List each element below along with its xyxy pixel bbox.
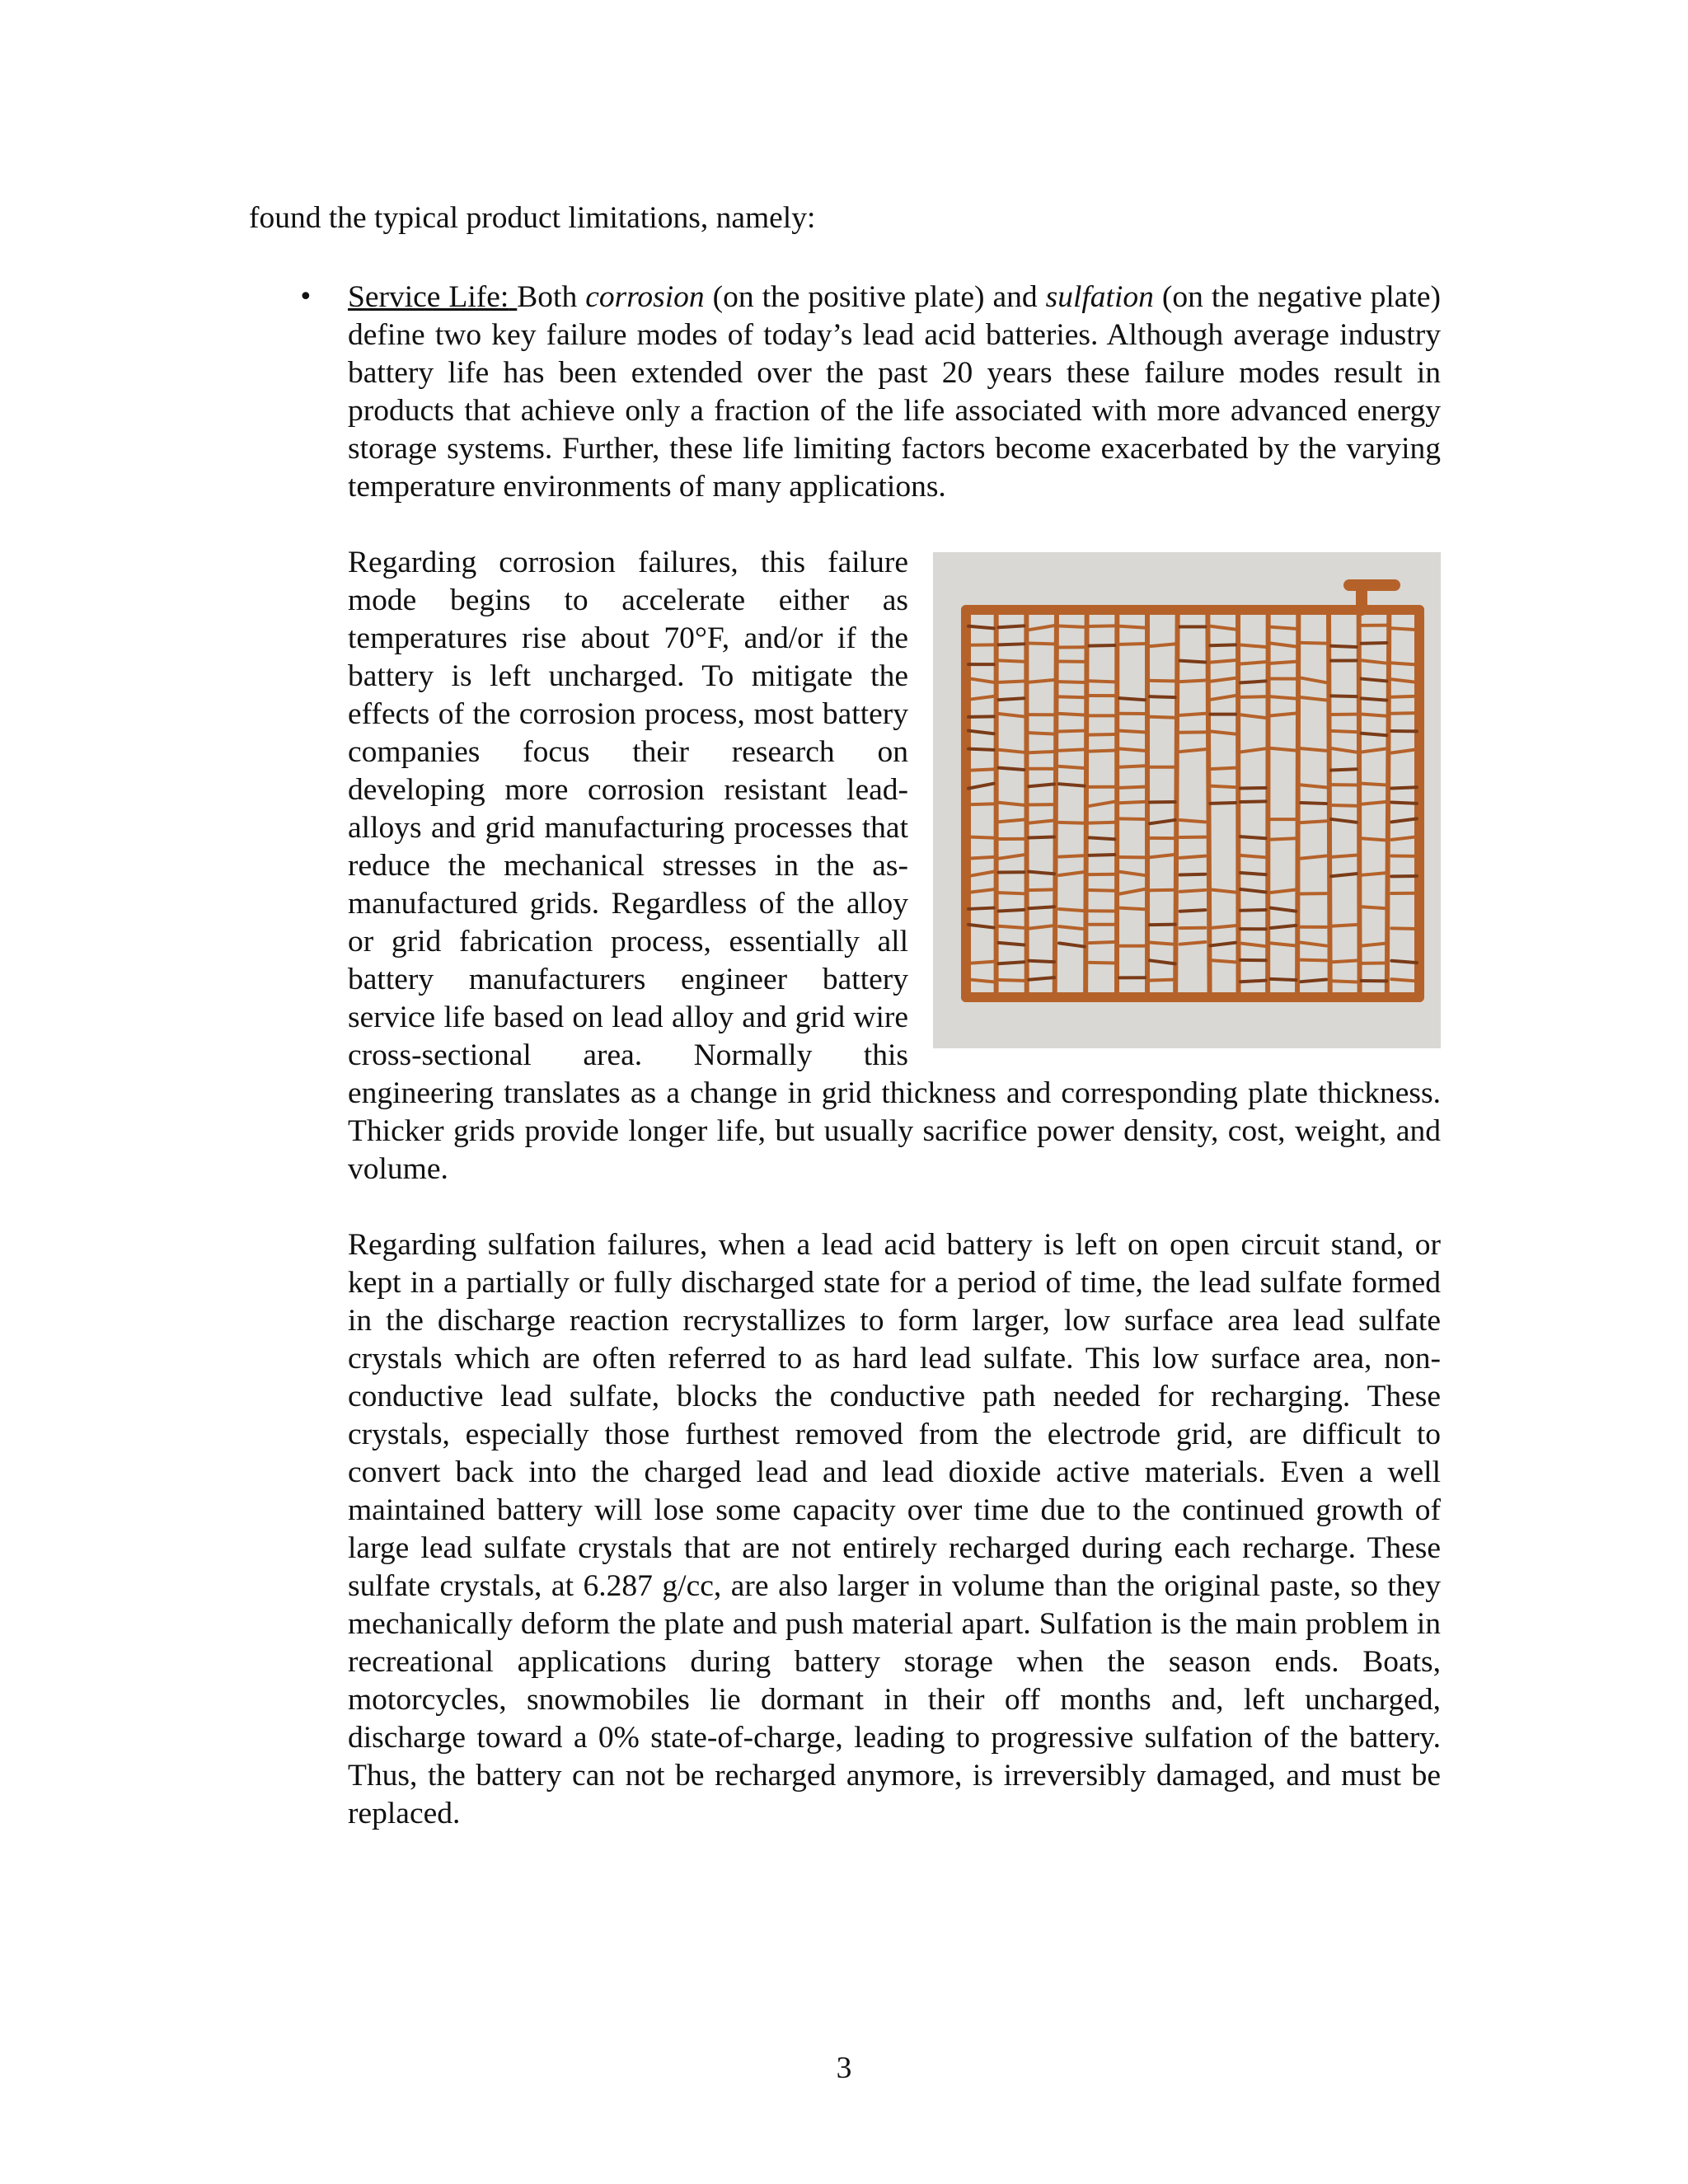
grid-rung <box>1362 679 1387 682</box>
grid-rung <box>1210 960 1236 962</box>
grid-rung <box>1240 801 1266 802</box>
grid-rung <box>1391 696 1417 697</box>
grid-rung <box>1150 681 1175 682</box>
grid-rung <box>1391 787 1417 788</box>
grid-rung <box>968 908 994 909</box>
grid-rung <box>968 769 994 770</box>
grid-rung <box>1150 717 1175 718</box>
grid-vertical-wire <box>1387 610 1390 997</box>
grid-rung <box>999 980 1025 981</box>
grid-rung <box>1301 803 1326 804</box>
grid-rung <box>1362 698 1387 700</box>
grid-rung <box>1180 820 1206 822</box>
grid-rung <box>1210 786 1236 788</box>
corrosion-paragraph: Regarding corrosion failures, this failure mode begins to accelerate either as temperatures rise about 70°F, and/or if the battery is left uncharged. To mitigate the effects of the corrosion process, most battery companies focus their research on developing more corrosion resistant lead-alloys and grid manufacturing processes that reduce the mechanical stresses in the as-manufactured grids. Regardless of the alloy or grid fabrication process, essentially all battery manufacturers engineer battery service life based on lead alloy and grid wire cross-sectional area. Normally this engineering translates as a change in grid thickness and corresponding plate thickness. Thicker grids provide longer life, but usually sacrifice power density, cost, weight, and volume. <box>348 546 1441 1186</box>
grid-rung <box>1029 872 1054 874</box>
grid-rung <box>1119 626 1145 628</box>
grid-rung <box>1362 784 1387 785</box>
grid-rung <box>1059 731 1085 732</box>
grid-rung <box>1240 981 1266 982</box>
grid-rung <box>1180 661 1206 663</box>
grid-rung <box>1271 979 1296 980</box>
grid-rung <box>968 857 994 859</box>
service-life-heading: Service Life: <box>348 280 509 314</box>
grid-rung <box>999 626 1025 627</box>
grid-rung <box>1119 802 1145 803</box>
grid-vertical-wire <box>1297 610 1298 997</box>
sulfation-term: sulfation <box>1045 280 1154 314</box>
grid-rung <box>1362 838 1387 840</box>
grid-rung <box>1180 714 1206 715</box>
grid-rung <box>1090 942 1115 943</box>
grid-rung <box>1362 873 1387 875</box>
grid-rung <box>1391 928 1417 929</box>
grid-rung <box>1331 960 1357 962</box>
grid-rung <box>1210 644 1236 645</box>
grid-rung <box>1391 713 1417 714</box>
grid-rung <box>1119 749 1145 751</box>
grid-rung <box>1391 979 1417 981</box>
grid-rung <box>1271 662 1296 663</box>
grid-rung <box>1150 943 1175 944</box>
grid-rung <box>999 698 1025 700</box>
grid-rung <box>1240 837 1266 838</box>
grid-rung <box>1029 680 1054 682</box>
grid-rung <box>1059 909 1085 911</box>
grid-rung <box>1240 681 1266 682</box>
service-life-text-b: (on the positive plate) and <box>704 280 1046 314</box>
corroded-grid-image <box>933 552 1441 1048</box>
grid-rung <box>1301 960 1326 961</box>
grid-rung <box>1090 734 1115 735</box>
grid-rung <box>1029 977 1054 980</box>
grid-rung <box>968 749 994 750</box>
grid-rung <box>1271 838 1296 839</box>
grid-rung <box>1180 680 1206 682</box>
grid-rung <box>1090 890 1115 891</box>
grid-rung <box>1059 749 1085 750</box>
service-life-paragraph <box>348 279 1441 506</box>
grid-rung <box>1059 696 1085 697</box>
grid-rung <box>1240 696 1266 697</box>
grid-rung <box>1331 646 1357 647</box>
grid-rung <box>1180 910 1206 912</box>
grid-rung <box>1090 681 1115 682</box>
grid-rung <box>1331 855 1357 857</box>
grid-rung <box>1210 803 1236 804</box>
grid-vertical-wire <box>1175 610 1178 997</box>
grid-rung <box>1180 890 1206 892</box>
grid-rung <box>1271 627 1296 629</box>
grid-rung <box>1180 856 1206 858</box>
grid-rung <box>1301 980 1326 982</box>
grid-rung <box>1362 907 1387 908</box>
grid-rung <box>999 910 1025 912</box>
bullet-item-service-life <box>298 279 1441 1833</box>
grid-rung <box>999 820 1025 823</box>
grid-rung <box>1240 662 1266 663</box>
corrosion-section <box>348 544 1441 1188</box>
corroded-grid-photo <box>933 552 1441 1048</box>
grid-rung <box>1391 663 1417 664</box>
grid-rung <box>1301 643 1326 644</box>
service-life-text-c: (on the negative plate) define two key failure modes of today’s lead acid batteries. Although average industry battery life has been extended over the past 20 years these failure modes result in products that achieve only a fraction of the life associated with more advanced energy storage systems. Further, these life limiting factors become exacerbated by the varying temperature environments of many applications. <box>348 280 1441 504</box>
grid-rung <box>1331 981 1357 982</box>
grid-rung <box>968 962 994 963</box>
grid-rung <box>1090 837 1115 839</box>
grid-rung <box>1180 874 1206 875</box>
page-number: 3 <box>836 2051 852 2085</box>
grid-rung <box>1331 731 1357 732</box>
grid-rung <box>999 768 1025 770</box>
grid-rung <box>999 926 1025 928</box>
grid-rung <box>1271 748 1296 751</box>
grid-rung <box>1240 873 1266 874</box>
grid-rung <box>1210 660 1236 662</box>
grid-rung <box>1059 766 1085 768</box>
intro-line: found the typical product limitations, namely: <box>249 201 816 235</box>
grid-rung <box>1331 769 1357 770</box>
grid-rung <box>1059 784 1085 785</box>
grid-rung <box>1391 961 1417 963</box>
grid-rung <box>1391 802 1417 803</box>
grid-rung <box>1362 643 1387 644</box>
grid-rung <box>1301 821 1326 823</box>
grid-rung <box>1240 855 1266 857</box>
grid-rung <box>1119 731 1145 733</box>
grid-rung <box>1240 910 1266 911</box>
grid-rung <box>1331 805 1357 806</box>
grid-rung <box>1362 733 1387 735</box>
grid-vertical-wire <box>1329 610 1330 997</box>
bullet-dot-icon: • <box>298 283 313 312</box>
service-life-text-a: Both <box>517 280 586 314</box>
grid-vertical-wire <box>1238 610 1239 997</box>
grid-vertical-wire <box>1085 610 1087 997</box>
grid-rung <box>1059 714 1085 715</box>
grid-rung <box>1150 890 1175 891</box>
grid-rung <box>1029 961 1054 962</box>
grid-rung <box>1240 644 1266 646</box>
grid-rung <box>1180 942 1206 944</box>
grid-rung <box>1331 925 1357 926</box>
grid-rung <box>1150 696 1175 697</box>
grid-rung <box>1301 748 1326 751</box>
grid-rung <box>968 626 994 629</box>
grid-rung <box>1119 787 1145 788</box>
grid-rung <box>999 962 1025 963</box>
grid-rung <box>1119 908 1145 910</box>
grid-rung <box>1362 714 1387 715</box>
grid-rung <box>1391 628 1417 630</box>
grid-rung <box>1029 907 1054 908</box>
grid-rung <box>1150 980 1175 981</box>
grid-rung <box>1150 925 1175 926</box>
grid-rung <box>999 660 1025 661</box>
grid-rung <box>1119 818 1145 819</box>
grid-rung <box>1271 696 1296 698</box>
grid-rung <box>1150 644 1175 646</box>
grid-rung <box>1119 698 1145 700</box>
grid-rung <box>1029 889 1054 890</box>
corrosion-term: corrosion <box>585 280 705 314</box>
sulfation-paragraph: Regarding sulfation failures, when a lead acid battery is left on open circuit stand, or kept in a partially or fully discharged state for a period of time, the lead sulfate formed in the discharge reaction recrystallizes to form larger, low surface area lead sulfate crystals which are often referred to as hard lead sulfate. This low surface area, non-conductive lead sulfate, blocks the conductive path needed for recharging. These crystals, especially those furthest removed from the electrode grid, are difficult to convert back into the charged lead and lead dioxide active materials. Even a well maintained battery will lose some capacity over time due to the continued growth of large lead sulfate crystals that are not entirely recharged during each recharge. These sulfate crystals, at 6.287 g/cc, are also larger in volume than the original paste, so they mechanically deform the plate and push material apart. Sulfation is the main problem in recreational applications during battery storage when the season ends. Boats, motorcycles, snowmobiles lie dormant in their off months and, left uncharged, discharge toward a 0% state-of-charge, leading to progressive sulfation of the battery. Thus, the battery can not be recharged anymore, is irreversibly damaged, and must be replaced. <box>348 1228 1441 1830</box>
grid-rung <box>1090 750 1115 751</box>
grid-rung <box>1059 855 1085 856</box>
grid-rung <box>1090 645 1115 646</box>
grid-vertical-wire <box>1359 610 1360 997</box>
grid-rung <box>999 943 1025 945</box>
grid-rung <box>1210 768 1236 769</box>
